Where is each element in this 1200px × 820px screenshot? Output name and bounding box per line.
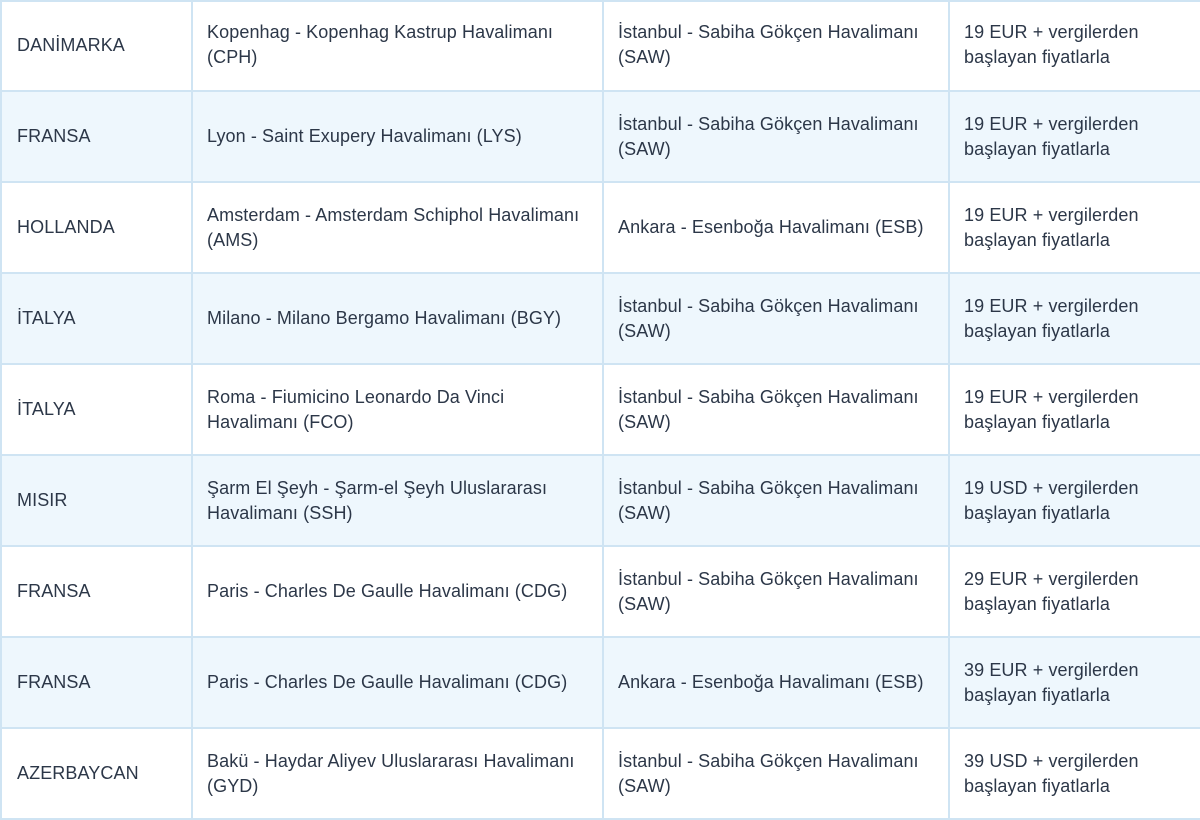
country-cell: AZERBAYCAN: [1, 728, 192, 819]
country-cell: FRANSA: [1, 91, 192, 182]
origin-cell: Ankara - Esenboğa Havalimanı (ESB): [603, 637, 949, 728]
origin-cell: İstanbul - Sabiha Gökçen Havalimanı (SAW): [603, 91, 949, 182]
origin-cell: İstanbul - Sabiha Gökçen Havalimanı (SAW): [603, 273, 949, 364]
destination-cell: Kopenhag - Kopenhag Kastrup Havalimanı (CPH): [192, 0, 603, 91]
origin-cell: İstanbul - Sabiha Gökçen Havalimanı (SAW): [603, 364, 949, 455]
price-cell: 19 EUR + vergilerden başlayan fiyatlarla: [949, 0, 1200, 91]
origin-cell: Ankara - Esenboğa Havalimanı (ESB): [603, 182, 949, 273]
table-row: [1, 182, 1200, 273]
destination-cell: Paris - Charles De Gaulle Havalimanı (CDG): [192, 546, 603, 637]
country-cell: MISIR: [1, 455, 192, 546]
price-cell: 29 EUR + vergilerden başlayan fiyatlarla: [949, 546, 1200, 637]
destination-cell: Lyon - Saint Exupery Havalimanı (LYS): [192, 91, 603, 182]
price-cell: 19 EUR + vergilerden başlayan fiyatlarla: [949, 273, 1200, 364]
country-cell: FRANSA: [1, 637, 192, 728]
price-cell: 19 EUR + vergilerden başlayan fiyatlarla: [949, 364, 1200, 455]
destination-cell: Şarm El Şeyh - Şarm-el Şeyh Uluslararası Havalimanı (SSH): [192, 455, 603, 546]
table-row: [1, 0, 1200, 91]
origin-cell: İstanbul - Sabiha Gökçen Havalimanı (SAW): [603, 455, 949, 546]
origin-cell: İstanbul - Sabiha Gökçen Havalimanı (SAW): [603, 546, 949, 637]
price-cell: 19 EUR + vergilerden başlayan fiyatlarla: [949, 182, 1200, 273]
table-top-edge: [0, 0, 1200, 2]
table-row: [1, 273, 1200, 364]
country-cell: İTALYA: [1, 273, 192, 364]
price-cell: 19 EUR + vergilerden başlayan fiyatlarla: [949, 91, 1200, 182]
destination-cell: Paris - Charles De Gaulle Havalimanı (CDG): [192, 637, 603, 728]
table-row: [1, 91, 1200, 182]
destination-cell: Roma - Fiumicino Leonardo Da Vinci Havalimanı (FCO): [192, 364, 603, 455]
table-row: [1, 364, 1200, 455]
country-cell: FRANSA: [1, 546, 192, 637]
price-cell: 39 EUR + vergilerden başlayan fiyatlarla: [949, 637, 1200, 728]
destination-cell: Milano - Milano Bergamo Havalimanı (BGY): [192, 273, 603, 364]
table-row: [1, 546, 1200, 637]
price-cell: 39 USD + vergilerden başlayan fiyatlarla: [949, 728, 1200, 819]
table-row: [1, 455, 1200, 546]
destination-cell: Amsterdam - Amsterdam Schiphol Havalimanı (AMS): [192, 182, 603, 273]
country-cell: İTALYA: [1, 364, 192, 455]
country-cell: HOLLANDA: [1, 182, 192, 273]
origin-cell: İstanbul - Sabiha Gökçen Havalimanı (SAW): [603, 728, 949, 819]
price-cell: 19 USD + vergilerden başlayan fiyatlarla: [949, 455, 1200, 546]
country-cell: DANİMARKA: [1, 0, 192, 91]
destination-cell: Bakü - Haydar Aliyev Uluslararası Havalimanı (GYD): [192, 728, 603, 819]
table-row: [1, 637, 1200, 728]
table-row: [1, 728, 1200, 819]
origin-cell: İstanbul - Sabiha Gökçen Havalimanı (SAW): [603, 0, 949, 91]
